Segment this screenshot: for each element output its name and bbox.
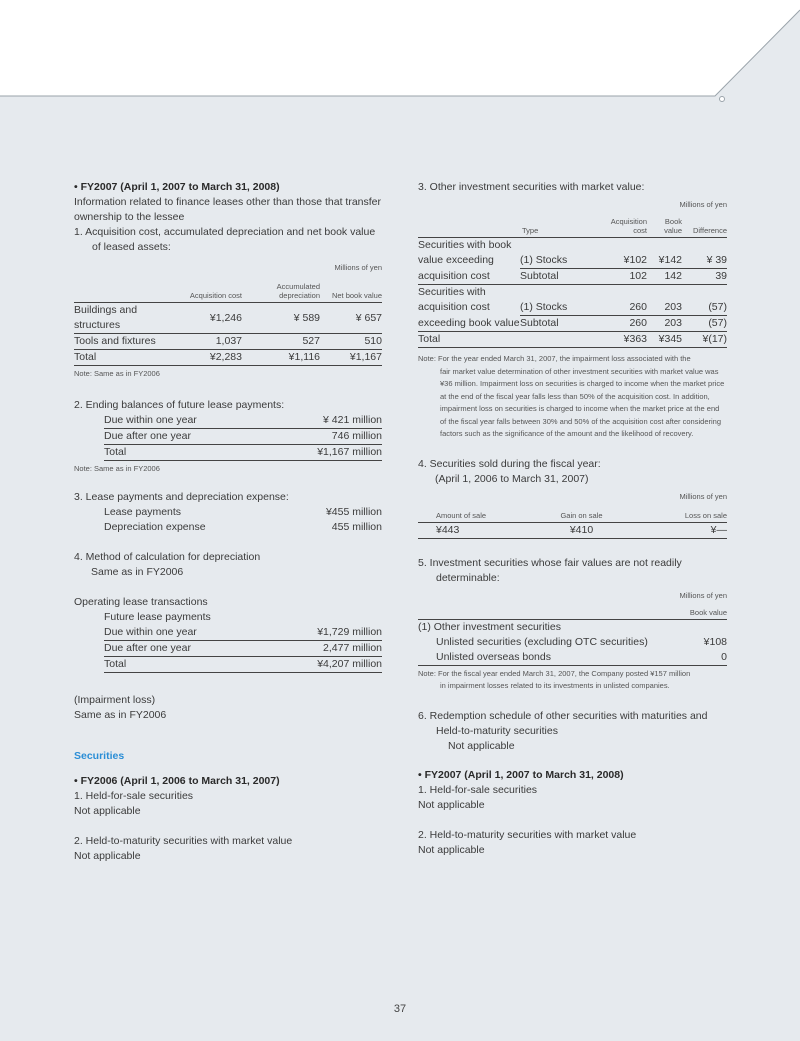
table-row	[104, 413, 382, 429]
cell: (1) Stocks	[520, 253, 597, 269]
right-column	[418, 180, 727, 858]
lease-expense-table	[104, 505, 382, 535]
note-lead: Note: For the fiscal year ended March 31, 2007, the Company posted ¥157 million	[418, 668, 691, 678]
th-acq: Acquisition cost	[180, 282, 242, 303]
fy2007-heading: • FY2007 (April 1, 2007 to March 31, 2008)	[74, 181, 280, 193]
table-row	[74, 334, 382, 350]
cell: Due within one year	[104, 413, 268, 429]
unit-label: Millions of yen	[679, 200, 727, 209]
s1-heading: 1. Held-for-sale securities	[74, 790, 194, 802]
op-lease-title: Operating lease transactions	[74, 596, 208, 608]
cell: 203	[647, 300, 682, 316]
note-lead: Note: For the year ended March 31, 2007, the impairment loss associated with the	[418, 354, 691, 363]
cell: ¥102	[597, 253, 647, 269]
unit-label: Millions of yen	[679, 590, 727, 600]
impairment-title: (Impairment loss)	[74, 694, 156, 706]
item6-heading: 6. Redemption schedule of other securities with maturities and Held-to-maturity securities	[418, 709, 708, 737]
table-row	[104, 429, 382, 445]
cell: ¥345	[647, 332, 682, 348]
cell: acquisition cost	[418, 301, 490, 314]
left-column	[74, 180, 382, 864]
table-row	[418, 650, 727, 666]
table-row	[418, 253, 727, 269]
th-blank	[74, 282, 180, 303]
cell: (57)	[682, 316, 727, 332]
cell: (57)	[682, 300, 727, 316]
table-row	[104, 520, 382, 535]
cell: 746 million	[268, 429, 382, 445]
table-row	[418, 635, 727, 650]
cell: Securities with book	[418, 239, 512, 251]
table-row	[104, 445, 382, 461]
th-loss: Loss on sale	[627, 511, 727, 523]
op-future: Future lease payments	[104, 611, 211, 623]
cell: 527	[242, 334, 320, 350]
th-blank	[418, 608, 667, 620]
note-body: in impairment losses related to its investments in unlisted companies.	[440, 681, 670, 690]
cell: acquisition cost	[418, 269, 520, 285]
table-row	[418, 269, 727, 285]
fy2007-heading: • FY2007 (April 1, 2007 to March 31, 2008)	[418, 768, 624, 781]
impairment-text: Same as in FY2006	[74, 709, 167, 721]
item1-heading: 1. Acquisition cost, accumulated depreciation and net book value of leased assets:	[74, 226, 376, 253]
note-body: fair market value determination of other investment securities with market value was ¥36 million. Impairment loss on securities is charged to income when the market price at the end of the fiscal year falls less than 50% of the acquisition cost. In addition, impairment loss on securities is charged to income when the market price at the end of the fiscal year falls between 30% and 50% of the acquisition cost after considering factors such as the significance of the amount and the likelihood of recovery.	[440, 366, 725, 438]
cell: exceeding book value	[418, 316, 520, 332]
cell: 203	[647, 316, 682, 332]
s2-heading: 2. Held-to-maturity securities with market value	[74, 835, 293, 847]
page-header-band	[0, 0, 800, 110]
cell: Subtotal	[520, 316, 597, 332]
cell: ¥1,116	[242, 350, 320, 366]
item2-heading: 2. Ending balances of future lease payments:	[74, 399, 285, 411]
cell: Depreciation expense	[104, 521, 206, 533]
unit-label: Millions of yen	[679, 491, 727, 501]
leased-assets-table	[74, 282, 382, 366]
cell: ¥142	[647, 253, 682, 269]
cell: ¥ 421 million	[268, 413, 382, 429]
cell: ¥ 39	[682, 253, 727, 269]
th-acq: Acquisition cost	[597, 217, 647, 238]
table-row	[418, 316, 727, 332]
cell: ¥443	[418, 522, 536, 538]
table-row	[104, 657, 382, 673]
fy2006-heading: • FY2006 (April 1, 2006 to March 31, 2007)	[74, 775, 280, 787]
cell: (1) Stocks	[520, 300, 597, 316]
finance-lease-intro: Information related to finance leases other than those that transfer ownership to the lessee	[74, 196, 382, 223]
cell: Subtotal	[520, 269, 597, 285]
cell: Total	[418, 332, 520, 348]
securities-title: Securities	[74, 749, 125, 762]
cell: Total	[74, 350, 180, 366]
th-book: Book value	[647, 217, 682, 238]
item4-heading: 4. Method of calculation for depreciation	[74, 551, 261, 563]
cell: 510	[320, 334, 382, 350]
page-number: 37	[393, 1003, 407, 1015]
th-amount: Amount of sale	[418, 511, 536, 523]
item3-heading: 3. Other investment securities with market value:	[418, 181, 645, 193]
cell: 0	[667, 650, 727, 666]
cell: Unlisted securities (excluding OTC securities)	[436, 635, 648, 648]
item4-period: (April 1, 2006 to March 31, 2007)	[435, 472, 589, 485]
cell: ¥363	[597, 332, 647, 348]
th-type: Type	[520, 217, 597, 238]
note: Note: Same as in FY2006	[74, 369, 160, 378]
th-diff: Difference	[682, 217, 727, 238]
cell: Due within one year	[104, 625, 268, 641]
cell: ¥—	[627, 522, 727, 538]
cell: ¥2,283	[180, 350, 242, 366]
table-row	[74, 350, 382, 366]
table-row	[104, 641, 382, 657]
cell: Due after one year	[104, 429, 268, 445]
cell: 260	[597, 316, 647, 332]
unit-label: Millions of yen	[334, 263, 382, 272]
th-book: Book value	[667, 608, 727, 620]
cell: Unlisted overseas bonds	[418, 650, 667, 666]
table-row	[418, 238, 727, 254]
table-row	[418, 332, 727, 348]
cell: Due after one year	[104, 641, 268, 657]
cell: Lease payments	[104, 506, 182, 518]
cell: 102	[597, 269, 647, 285]
table-row	[418, 300, 727, 316]
item3-heading: 3. Lease payments and depreciation expense:	[74, 491, 289, 503]
cell: ¥1,246	[180, 303, 242, 334]
note	[418, 353, 727, 441]
cell: ¥ 589	[242, 303, 320, 334]
item4-heading: 4. Securities sold during the fiscal year:	[418, 457, 601, 470]
cell: Securities with	[418, 286, 486, 298]
cell: ¥1,167 million	[268, 445, 382, 461]
market-securities-table	[418, 217, 727, 348]
non-market-table	[418, 608, 727, 666]
table-row	[418, 619, 727, 635]
cell: 1,037	[180, 334, 242, 350]
cell: (1) Other investment securities	[418, 620, 561, 633]
s2-text: Not applicable	[418, 843, 485, 856]
table-row	[104, 505, 382, 520]
cell: ¥1,167	[320, 350, 382, 366]
th-net: Net book value	[320, 282, 382, 303]
cell: Total	[104, 657, 268, 673]
cell: ¥4,207 million	[268, 657, 382, 673]
cell: ¥ 657	[320, 303, 382, 334]
note	[418, 668, 727, 693]
cell: 455 million	[331, 521, 382, 533]
s2-text: Not applicable	[74, 850, 141, 862]
cell: 39	[682, 269, 727, 285]
th-accum: Accumulated depreciation	[242, 282, 320, 303]
cell	[520, 332, 597, 348]
cell: ¥1,729 million	[268, 625, 382, 641]
cell: ¥410	[536, 522, 627, 538]
securities-sold-table	[418, 511, 727, 539]
table-row	[418, 285, 727, 301]
cell: 142	[647, 269, 682, 285]
s2-heading: 2. Held-to-maturity securities with market value	[418, 828, 637, 841]
item6-text: Not applicable	[448, 739, 515, 752]
cell: Tools and fixtures	[74, 334, 180, 350]
cell: Total	[104, 445, 268, 461]
th-blank	[418, 217, 520, 238]
cell: ¥108	[703, 635, 727, 648]
future-payments-table	[104, 413, 382, 461]
s1-heading: 1. Held-for-sale securities	[418, 783, 538, 796]
th-gain: Gain on sale	[536, 511, 627, 523]
cell: 260	[597, 300, 647, 316]
cell: ¥455 million	[325, 506, 382, 518]
table-row	[104, 625, 382, 641]
cell: 2,477 million	[268, 641, 382, 657]
note: Note: Same as in FY2006	[74, 464, 160, 473]
s1-text: Not applicable	[418, 798, 485, 811]
table-row	[74, 303, 382, 334]
cell: value exceeding	[418, 254, 494, 267]
item4-text: Same as in FY2006	[91, 566, 184, 578]
cell: ¥(17)	[682, 332, 727, 348]
s1-text: Not applicable	[74, 805, 141, 817]
table-row	[418, 522, 727, 538]
op-lease-table	[104, 625, 382, 673]
cell: Buildings and structures	[74, 303, 180, 334]
item5-heading: 5. Investment securities whose fair values are not readily determinable:	[418, 556, 682, 584]
